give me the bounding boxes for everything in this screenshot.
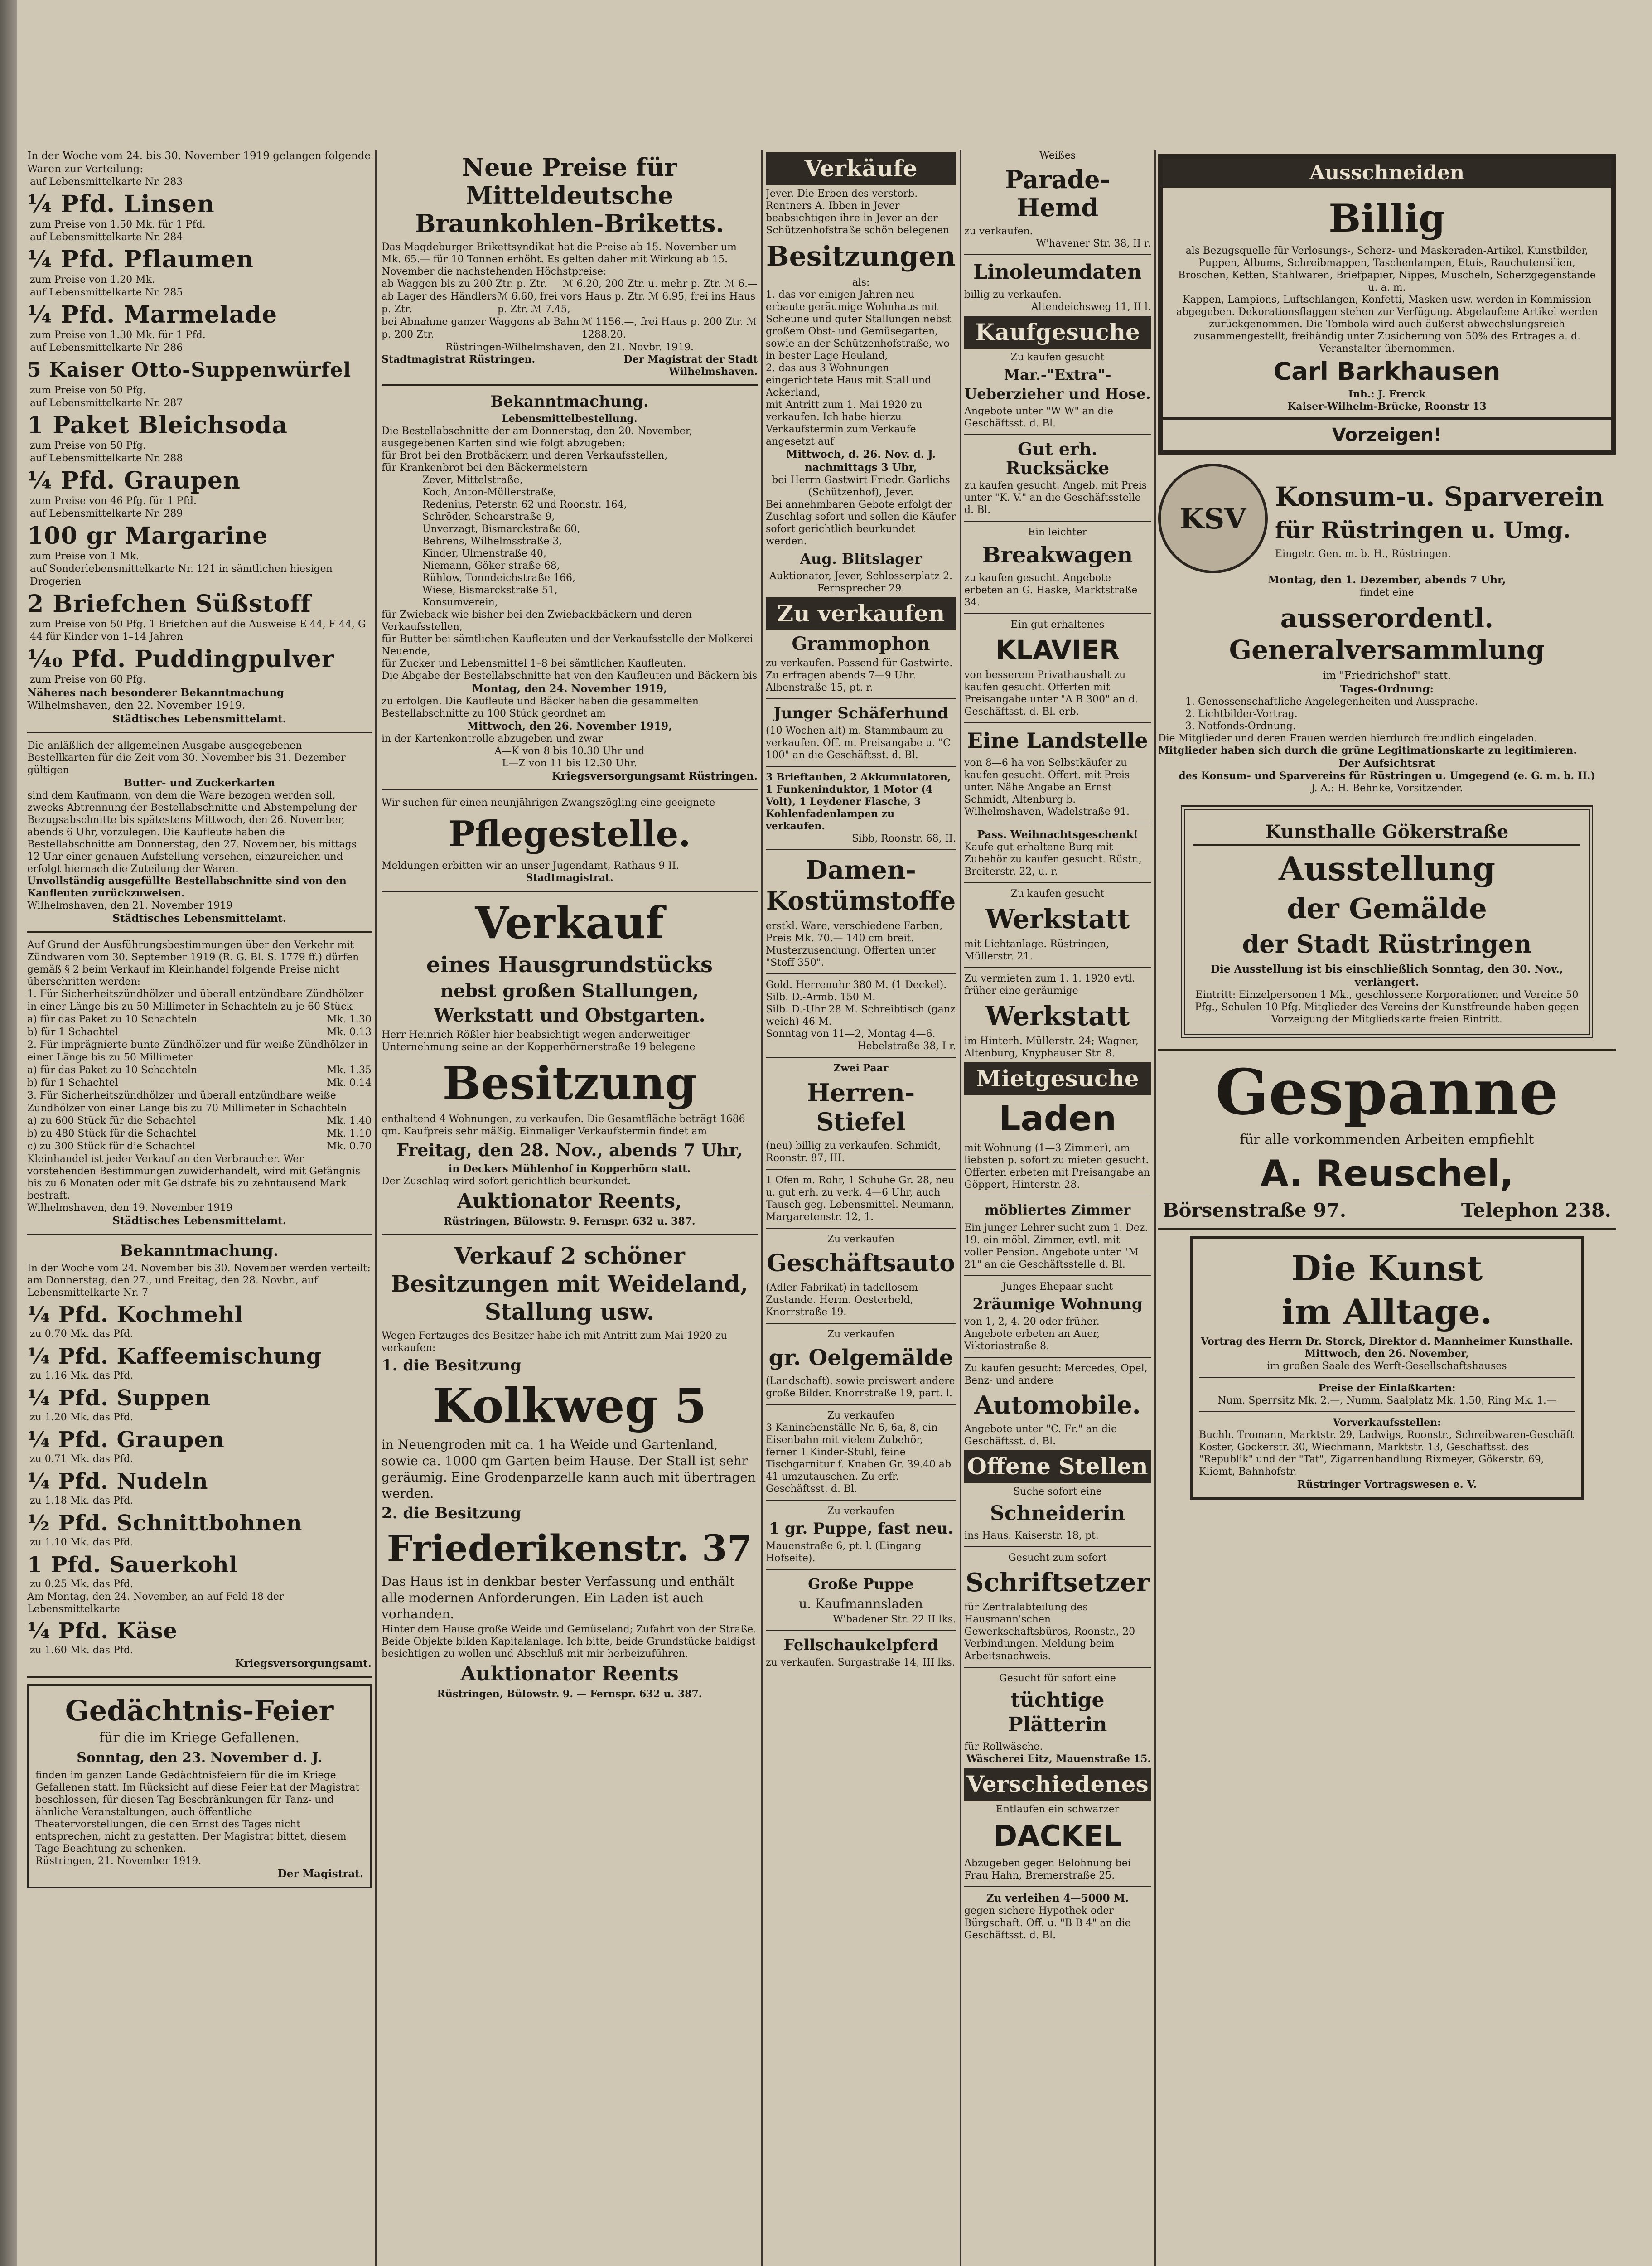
- subheading: Butter- und Zuckerkarten: [123, 777, 275, 789]
- paragraph: Jever. Die Erben des verstorb. Rentners A. Ibben in Jever beabsichtigen ihre in Jever an der Schützenhofstraße schön belegenen: [766, 188, 950, 236]
- price-row: ab Lager des Händlers p. Ztr. ℳ 6.60, frei vors Haus p. Ztr. ℳ 6.95, frei ins Haus p. Ztr. ℳ 7.45,: [382, 291, 756, 315]
- signature: Städtisches Lebensmittelamt.: [112, 912, 286, 925]
- ad-title: Herren-Stiefel: [807, 1078, 915, 1136]
- ad-title: Mar.-"Extra"-Ueberzieher und Hose.: [964, 366, 1151, 402]
- property-address: Friederikenstr. 37: [386, 1527, 753, 1569]
- ad-title: Damen-Kostümstoffe: [766, 855, 956, 916]
- coop-header: KSV Konsum-u. Sparverein für Rüstringen u. Umg. Eingetr. Gen. m. b. H., Rüstringen.: [1158, 464, 1616, 573]
- divider: [964, 882, 1151, 883]
- ration-item: ½ Pfd. Schnittbohnen zu 1.10 Mk. das Pfd.: [27, 1511, 303, 1548]
- paragraph: Der Zuschlag wird sofort gerichtlich beurkundet.: [382, 1176, 631, 1187]
- paragraph: Hinter dem Hause große Weide und Gemüseland; Zufahrt von der Straße. Beide Objekte bilden Kapitalanlage. Ich bitte, beide Grundstücke baldigst besichtigen zu wollen und Abschluß mit mir herbeizuführen.: [382, 1624, 757, 1660]
- paragraph: zu erfolgen. Die Kaufleute und Bäcker haben die gesammelten Bestellabschnitte zu 100 Stück geordnet am: [382, 696, 699, 719]
- ad-text: 3 Kaninchenställe Nr. 6, 6a, 8, ein Eisenbahn mit vielem Zubehör, ferner 1 Kinder-Stuhl, feine Tischgarnitur f. Knaben Gr. 39.40 ab 41 umzutauschen. Zu erfr. Geschäftsst. d. Bl.: [766, 1422, 952, 1495]
- divider: [766, 1500, 956, 1501]
- column-rule: [960, 150, 961, 2266]
- ad-title: tüchtige Plätterin: [1008, 1689, 1107, 1736]
- coop-logo-icon: KSV: [1158, 464, 1268, 573]
- memorial-title: Gedächtnis-Feier: [65, 1694, 334, 1727]
- ad-title: Werkstatt: [985, 1001, 1130, 1031]
- coop-region: für Rüstringen u. Umg.: [1275, 516, 1571, 543]
- dateline: Rüstringen, 21. November 1919.: [35, 1855, 202, 1867]
- agenda-item: 3. Notfonds-Ordnung.: [1185, 721, 1296, 732]
- dateline: Wilhelmshaven, den 22. November 1919.: [27, 700, 246, 712]
- ad-title: DACKEL: [993, 1820, 1122, 1853]
- divider: [964, 722, 1151, 723]
- ad-text: (neu) billig zu verkaufen. Schmidt, Roonstr. 87, III.: [766, 1140, 941, 1164]
- paragraph: 1. das vor einigen Jahren neu erbaute geräumige Wohnhaus mit Scheune und guter Stallungen nebst großem Obst- und Gemüsegarten, sowie an der Schützenhofstraße, wo in bester Lage Heuland,: [766, 289, 952, 362]
- price-row: 2. Für imprägnierte bunte Zündhölzer und für weiße Zündhölzer in einer Länge bis zu 50 Millimeter: [27, 1039, 368, 1063]
- date-emphasis: Mittwoch, den 26. November 1919,: [467, 720, 672, 732]
- paragraph: Kleinhandel ist jeder Verkauf an den Verbraucher. Wer vorstehenden Bestimmungen zuwiderhandelt, wird mit Gefängnis bis zu 6 Monaten oder mit Geldstrafe bis zu zehntausend Mark bestraft.: [27, 1153, 361, 1201]
- ad-title: Linoleumdaten: [973, 261, 1142, 284]
- ad-address: W'badener Str. 22 II lks.: [833, 1614, 956, 1625]
- foster-home-title: Pflegestelle.: [448, 813, 691, 855]
- ad-text: gegen sichere Hypothek oder Bürgschaft. Off. u. "B B 4" an die Geschäftsst. d. Bl.: [964, 1905, 1131, 1941]
- column-5: Ausschneiden Billig als Bezugsquelle für Verlosungs-, Scherz- und Maskeraden-Artikel, Kunstbilder, Puppen, Albums, Schreibmappen, Taschenlampen, Etuis, Rauchutensilien, Broschen, Ketten, Stahlwaren, Briefpapier, Nippes, Muscheln, Scherzgegenstände u. a. m. Kappen, Lampions, Luftschlangen, Konfetti, Masken usw. werden in Kommission abgegeben. Dekorationsflaggen stehen zur Verfügung. Abgelaufene Artikel werden zurückgenommen. Die Tombola wird auch äußerst abwechslungsreich zusammengestellt, freihändig unter Zusicherung von 50% des Ertrages a. d. Veranstalter übernommen. Carl Barkhausen Inh.: J. Frerck Kaiser-Wilhelm-Brücke, Roonstr 13 Vorzeigen! KSV Konsum-u. Sparverein für Rüstringen u. Umg. Eingetr. Gen. m. b. H., Rüstringen. Montag, den 1. Dezember, abends 7 Uhr, findet eine ausserordentl. Generalversammlung im "Friedrichshof" statt. Tages-Ordnung: 1. Genossenschaftliche Angelegenheiten und Aussprache. 2. Lichtbilder-Vortrag. 3. Notfonds-Ordnung. Die Mitglieder und deren Frauen werden hierdurch freundlich eingeladen. Mitglieder haben sich durch die grüne Legitimationskarte zu legitimieren. Der Aufsichtsrat des Konsum- und Sparvereins für Rüstringen u. Umgegend (e. G. m. b. H.) J. A.: H. Behnke, Vorsitzender. Kunsthalle Gökerstraße Ausstellung der Gemälde der Stadt Rüstringen Die Ausstellung ist bis einschließlich Sonntag, den 30. Nov., verlängert. Eintritt: Einzelpersonen 1 Mk., geschlossene Korporationen und Vereine 50 Pfg., Schulen 10 Pfg. Mitglieder des Vereins der Kunstfreunde haben gegen Vorzeigung der Mitgliedskarte freien Eintritt. Gespanne für alle vorkommenden Arbeiten empfiehlt A. Reuschel, Börsenstraße 97. Telephon 238. Die Kunst im Alltage. Vortrag des Herrn Dr. Storck, Direktor d. Mannheimer Kunsthalle. Mittwoch, den 26. November, im großen Saale des Werft-Gesellschaftshauses Preise der Einlaßkarten: Num. Sperrsitz Mk. 2.—, Numm. Saalplatz Mk. 1.50, Ring Mk. 1.— Vorverkaufsstellen: Buchh. Tromann, Marktstr. 29, Ladwigs, Roonstr., Schreibwaren-Geschäft Köster, Göckerstr. 30, Wiechmann, Marktstr. 13, Geschäftsst. des "Republik" und der "Tat", Zigarrenhandlung Rixmeyer, Gökerstr. 69, Kliemt, Bahnhofstr. Rüstringer Vortragswesen e. V.: [1158, 150, 1616, 1505]
- ad-text: Vortrag des Herrn Dr. Storck, Direktor d. Mannheimer Kunsthalle.: [1201, 1336, 1573, 1347]
- divider: [1158, 1049, 1616, 1051]
- time-row: L—Z von 11 bis 12.30 Uhr.: [502, 758, 637, 769]
- auction-date: Mittwoch, d. 26. Nov. d. J. nachmittags 3 Uhr,: [786, 448, 936, 474]
- ad-text: ins Haus. Kaiserstr. 18, pt.: [964, 1530, 1099, 1541]
- ration-item: ¼₀ Pfd. Puddingpulver zum Preise von 60 Pfg.: [27, 645, 335, 685]
- auction-date: Freitag, den 28. Nov., abends 7 Uhr,: [396, 1140, 743, 1160]
- baker-list: für Brot bei den Brotbäckern und deren Verkaufsstellen, für Krankenbrot bei den Bäckermeistern Zever, Mittelstraße, Koch, Anton-Müllerstraße, Redenius, Peterstr. 62 und Roonstr. 164, Schröder, Schoarstraße 9, Unverzagt, Bismarckstraße 60, Behrens, Wilhelmsstraße 3, Kinder, Ulmenstraße 40, Niemann, Göker straße 68, Rühlow, Tonndeichstraße 166, Wiese, Bismarckstraße 51, Konsumverein, für Zwieback wie bisher bei den Zwiebackbäckern und deren Verkaufsstellen, für Butter bei sämtlichen Kaufleuten und der Verkaufsstelle der Molkerei Neuende, für Zucker und Lebensmittel 1–8 bei sämtlichen Kaufleuten.: [382, 450, 754, 669]
- ad-text: im Hinterh. Müllerstr. 24; Wagner, Altenburg, Knyphauser Str. 8.: [964, 1036, 1139, 1059]
- column-3: Verkäufe Jever. Die Erben des verstorb. Rentners A. Ibben in Jever beabsichtigen ihre in Jever an der Schützenhofstraße schön belegenen Besitzungen als: 1. das vor einigen Jahren neu erbaute geräumige Wohnhaus mit Scheune und guter Stallungen nebst großem Obst- und Gemüsegarten, sowie an der Schützenhofstraße, wo in bester Lage Heuland, 2. das aus 3 Wohnungen eingerichtete Haus mit Stall und Ackerland, mit Antritt zum 1. Mai 1920 zu verkaufen. Ich habe hierzu Verkaufstermin zum Verkaufe angesetzt auf Mittwoch, d. 26. Nov. d. J. nachmittags 3 Uhr, bei Herrn Gastwirt Friedr. Garlichs (Schützenhof), Jever. Bei annehmbaren Gebote erfolgt der Zuschlag sofort und sollen die Käufer sofort gerichtlich beurkundet werden. Aug. Blitslager Auktionator, Jever, Schlosserplatz 2. Fernsprecher 29. Zu verkaufen Grammophon zu verkaufen. Passend für Gastwirte. Zu erfragen abends 7—9 Uhr. Albenstraße 15, pt. r. Junger Schäferhund (10 Wochen alt) m. Stammbaum zu verkaufen. Off. m. Preisangabe u. "C 100" an die Geschäftsst. d. Bl. 3 Brieftauben, 2 Akkumulatoren, 1 Funkeninduktor, 1 Motor (4 Volt), 1 Leydener Flasche, 3 Kohlenfadenlampen zu verkaufen. Sibb, Roonstr. 68, II. Damen-Kostümstoffe erstkl. Ware, verschiedene Farben, Preis Mk. 70.— 140 cm breit. Musterzusendung. Offerten unter "Stoff 350". Gold. Herrenuhr 380 M. (1 Deckel). Silb. D.-Armb. 150 M. Silb. D.-Uhr 28 M. Schreibtisch (ganz weich) 46 M. Sonntag von 11—2, Montag 4—6. Hebelstraße 38, I r. Zwei Paar Herren-Stiefel (neu) billig zu verkaufen. Schmidt, Roonstr. 87, III. 1 Ofen m. Rohr, 1 Schuhe Gr. 28, neu u. gut erh. zu verk. 4—6 Uhr, auch Tausch geg. Lebensmittel. Neumann, Margaretenstr. 12, 1. Zu verkaufen Geschäftsauto (Adler-Fabrikat) in tadellosem Zustande. Herm. Oesterheld, Knorrstraße 19. Zu verkaufen gr. Oelgemälde (Landschaft), sowie preiswert andere große Bilder. Knorrstraße 19, part. l. Zu verkaufen 3 Kaninchenställe Nr. 6, 6a, 8, ein Eisenbahn mit vielem Zubehör, ferner 1 Kinder-Stuhl, feine Tischgarnitur f. Knaben Gr. 39.40 ab 41 umzutauschen. Zu erfr. Geschäftsst. d. Bl. Zu verkaufen 1 gr. Puppe, fast neu. Mauenstraße 6, pt. l. (Eingang Hofseite). Große Puppe u. Kaufmannsladen W'badener Str. 22 II lks. Fellschaukelpferd zu verkaufen. Surgastraße 14, III lks.: [766, 150, 956, 1669]
- ad-text: Kaufe gut erhaltene Burg mit Zubehör zu kaufen gesucht. Rüstr., Breiterstr. 22, u. r.: [964, 842, 1142, 877]
- paragraph: Am Montag, den 24. November, an auf Feld 18 der Lebensmittelkarte: [27, 1591, 284, 1615]
- ad-text: (Landschaft), sowie preiswert andere große Bilder. Knorrstraße 19, part. l.: [766, 1375, 955, 1399]
- divider: [766, 1404, 956, 1405]
- ad-text: 3 Brieftauben, 2 Akkumulatoren, 1 Funkeninduktor, 1 Motor (4 Volt), 1 Leydener Flasche, 3 Kohlenfadenlampen zu verkaufen.: [766, 771, 951, 832]
- meeting-date: Montag, den 1. Dezember, abends 7 Uhr,: [1268, 574, 1506, 586]
- ad-address: Altendeichsweg 11, II l.: [1031, 301, 1151, 313]
- paragraph: Herr Heinrich Rößler hier beabsichtigt wegen anderweitiger Unternehmung seine an der Kopperhörnerstraße 19 belegene: [382, 1029, 696, 1053]
- ad-text: Ein junger Lehrer sucht zum 1. Dez. 19. ein möbl. Zimmer, evtl. mit voller Pension. Angebote unter "M 21" an die Geschäftsstelle d. Bl.: [964, 1222, 1148, 1270]
- divider: [27, 1676, 372, 1678]
- ad-text: Eintritt: Einzelpersonen 1 Mk., geschlossene Korporationen und Vereine 50 Pfg., Schulen 10 Pfg. Mitglieder des Vereins der Kunstfreunde haben gegen Vorzeigung der Mitgliedskarte freien Eintritt.: [1195, 989, 1579, 1025]
- auctioneer-name: Auktionator Reents: [460, 1662, 679, 1685]
- ad-title: 1 gr. Puppe, fast neu.: [768, 1520, 953, 1538]
- ad-title: Junger Schäferhund: [773, 704, 948, 722]
- ad-address: Wäscherei Eitz, Mauenstraße 15.: [966, 1753, 1151, 1765]
- divider: [382, 1234, 758, 1235]
- price-row: a) zu 600 Stück für die Schachtel Mk. 1.40: [27, 1115, 372, 1127]
- property-number: 1. die Besitzung: [382, 1356, 522, 1375]
- paragraph: In der Woche vom 24. November bis 30. November werden verteilt: am Donnerstag, den 27., und Freitag, den 28. Novbr., auf Lebensmittelkarte Nr. 7: [27, 1263, 371, 1298]
- notice-line: Näheres nach besonderer Bekanntmachung: [27, 687, 285, 699]
- divider: [766, 1569, 956, 1570]
- ad-title: Eine Landstelle: [967, 728, 1148, 753]
- ad-title: gr. Oelgemälde: [768, 1345, 953, 1370]
- shop-name: Carl Barkhausen: [1273, 357, 1501, 386]
- paragraph: Die anläßlich der allgemeinen Ausgabe ausgegebenen Bestellkarten für die Zeit vom 30. November bis 31. Dezember gültigen: [27, 740, 346, 776]
- divider: [766, 1630, 956, 1631]
- divider: [766, 1057, 956, 1058]
- ad-text: (10 Wochen alt) m. Stammbaum zu verkaufen. Off. m. Preisangabe u. "C 100" an die Geschäftsst. d. Bl.: [766, 725, 951, 761]
- column-rule: [761, 150, 763, 2266]
- cheap-title: Billig: [1328, 196, 1445, 241]
- ad-text: für Zentralabteilung des Hausmann'schen Gewerkschaftsbüros, Roonstr., 20 Verbindungen. Meldung beim Arbeitsnachweis.: [964, 1602, 1135, 1662]
- auctioneer-address: Rüstringen, Bülowstr. 9. — Fernspr. 632 u. 387.: [437, 1688, 702, 1700]
- price-row: b) für 1 Schachtel Mk. 0.14: [27, 1077, 372, 1089]
- lecture-date: Mittwoch, den 26. November,: [1304, 1348, 1469, 1360]
- paragraph: Die Bestellabschnitte der am Donnerstag, den 20. November, ausgegebenen Karten sind wie folgt abzugeben:: [382, 426, 692, 449]
- property-address: Kolkweg 5: [432, 1378, 707, 1433]
- exhibition-title: Ausstellung: [1278, 849, 1496, 888]
- ad-text: Angebote unter "W W" an die Geschäftsst. d. Bl.: [964, 406, 1113, 429]
- ration-item: ¼ Pfd. Kochmehl zu 0.70 Mk. das Pfd.: [27, 1302, 243, 1340]
- price-row: 3. Für Sicherheitszündhölzer und überall entzündbare weiße Zündhölzer von einer Länge bis zu 70 Millimeter in Schachteln: [27, 1090, 347, 1114]
- paragraph: Meldungen erbitten wir an unser Jugendamt, Rathaus 9 II.: [382, 860, 679, 872]
- section-banner-for-sale: Zu verkaufen: [766, 597, 956, 630]
- lecture-box: Die Kunst im Alltage. Vortrag des Herrn Dr. Storck, Direktor d. Mannheimer Kunsthalle. Mittwoch, den 26. November, im großen Saale des Werft-Gesellschaftshauses Preise der Einlaßkarten: Num. Sperrsitz Mk. 2.—, Numm. Saalplatz Mk. 1.50, Ring Mk. 1.— Vorverkaufsstellen: Buchh. Tromann, Marktstr. 29, Ladwigs, Roonstr., Schreibwaren-Geschäft Köster, Göckerstr. 30, Wiechmann, Marktstr. 13, Geschäftsst. des "Republik" und der "Tat", Zigarrenhandlung Rixmeyer, Gökerstr. 69, Kliemt, Bahnhofstr. Rüstringer Vortragswesen e. V.: [1190, 1236, 1584, 1500]
- coupon-box: Ausschneiden Billig als Bezugsquelle für Verlosungs-, Scherz- und Maskeraden-Artikel, Kunstbilder, Puppen, Albums, Schreibmappen, Taschenlampen, Etuis, Rauchutensilien, Broschen, Ketten, Stahlwaren, Briefpapier, Nippes, Muscheln, Scherzgegenstände u. a. m. Kappen, Lampions, Luftschlangen, Konfetti, Masken usw. werden in Kommission abgegeben. Dekorationsflaggen stehen zur Verfügung. Abgelaufene Artikel werden zurückgenommen. Die Tombola wird auch äußerst abwechslungsreich zusammengestellt, freihändig unter Zusicherung von 50% des Ertrages a. d. Veranstalter übernommen. Carl Barkhausen Inh.: J. Frerck Kaiser-Wilhelm-Brücke, Roonstr 13 Vorzeigen!: [1158, 154, 1616, 455]
- ration-item: auf Sonderlebensmittelkarte Nr. 121 in sämtlichen hiesigen Drogerien 2 Briefchen Süßstoff zum Preise von 50 Pfg. 1 Briefchen auf die Ausweise E 44, F 44, G 44 für Kinder von 1–14 Jahren: [27, 563, 366, 643]
- ad-text: zu kaufen gesucht. Angeb. mit Preis unter "K. V." an die Geschäftsstelle d. Bl.: [964, 480, 1147, 516]
- briquette-price-list: [382, 278, 758, 341]
- divider: [27, 732, 372, 733]
- signature: Kriegsversorgungsamt.: [235, 1657, 372, 1670]
- exhibition-box: Kunsthalle Gökerstraße Ausstellung der Gemälde der Stadt Rüstringen Die Ausstellung ist bis einschließlich Sonntag, den 30. Nov., verlängert. Eintritt: Einzelpersonen 1 Mk., geschlossene Korporationen und Vereine 50 Pfg., Schulen 10 Pfg. Mitglieder des Vereins der Kunstfreunde haben gegen Vorzeigung der Mitgliedskarte freien Eintritt.: [1181, 805, 1593, 1038]
- paragraph: mit Antritt zum 1. Mai 1920 zu verkaufen. Ich habe hierzu Verkaufstermin zum Verkaufe angesetzt auf: [766, 399, 922, 447]
- paragraph: Auf Grund der Ausführungsbestimmungen über den Verkehr mit Zündwaren vom 30. September 1919 (R. G. Bl. S. 1779 ff.) dürfen gemäß § 2 beim Verkauf im Kleinhandel folgende Preise nicht überschritten werden:: [27, 939, 359, 988]
- paragraph: Wir suchen für einen neunjährigen Zwangszögling eine geeignete: [382, 797, 715, 809]
- divider: [964, 613, 1151, 614]
- divider: [964, 1546, 1151, 1547]
- sale-subtitle: nebst großen Stallungen,: [440, 980, 699, 1002]
- agenda-item: 2. Lichtbilder-Vortrag.: [1185, 708, 1298, 720]
- ration-item: auf Lebensmittelkarte Nr. 284 ¼ Pfd. Pflaumen zum Preise von 1.20 Mk.: [27, 232, 254, 286]
- divider: [766, 1323, 956, 1324]
- column-rule: [1154, 150, 1156, 2266]
- distribution-intro: In der Woche vom 24. bis 30. November 1919 gelangen folgende Waren zur Verteilung:: [27, 150, 371, 175]
- teams-title: Gespanne: [1215, 1055, 1559, 1129]
- ad-title: Schneiderin: [990, 1502, 1125, 1525]
- price-row: c) zu 300 Stück für die Schachtel Mk. 0.70: [27, 1141, 372, 1152]
- exhibition-venue: Kunsthalle Gökerstraße: [1193, 820, 1580, 846]
- dateline: Wilhelmshaven, den 19. November 1919: [27, 1202, 233, 1214]
- divider: [964, 254, 1151, 255]
- ad-text: Angebote unter "C. Fr." an die Geschäftsst. d. Bl.: [964, 1424, 1117, 1447]
- paragraph: sind dem Kaufmann, von dem die Ware bezogen werden soll, zwecks Abtrennung der Bestellabschnitte und Abstempelung der Bezugsabschnitte bis spätestens Mittwoch, den 26. November, abends 6 Uhr, vorzulegen. Die Kaufleute haben die Bestellabschnitte am Donnerstag, den 27. November, bis mittags 12 Uhr einer genauen Aufstellung versehen, einzureichen und erfolgt hiernach die Zuteilung der Waren.: [27, 790, 357, 875]
- divider: [766, 849, 956, 850]
- ration-item: auf Lebensmittelkarte Nr. 288 ¼ Pfd. Graupen zum Preise von 46 Pfg. für 1 Pfd.: [27, 453, 241, 507]
- price-row: bei Abnahme ganzer Waggons ab Bahn p. 200 Ztr. ℳ 1156.—, frei Haus p. 200 Ztr. ℳ 1288.20.: [382, 316, 757, 340]
- ad-title: Fellschaukelpferd: [783, 1636, 938, 1654]
- ad-text: mit Wohnung (1—3 Zimmer), am liebsten p. sofort zu mieten gesucht. Offerten erbeten mit Preisangabe an Göppert, Hinterstr. 28.: [964, 1143, 1150, 1191]
- divider: [382, 384, 758, 386]
- divider: [1158, 1228, 1616, 1230]
- ad-title: Grammophon: [792, 633, 930, 654]
- announcement-title: Bekanntmachung.: [490, 392, 649, 411]
- ration-item: auf Lebensmittelkarte Nr. 285 ¼ Pfd. Marmelade zum Preise von 1.30 Mk. für 1 Pfd.: [27, 287, 278, 341]
- divider: [964, 967, 1151, 968]
- divider: [766, 766, 956, 767]
- ad-address: Hebelstraße 38, I r.: [857, 1041, 956, 1052]
- ration-item: ¼ Pfd. Käse zu 1.60 Mk. das Pfd.: [27, 1618, 178, 1656]
- ration-item: auf Lebensmittelkarte Nr. 286 5 Kaiser Otto-Suppenwürfel zum Preise von 50 Pfg.: [27, 342, 352, 396]
- coop-name: Konsum-u. Sparverein: [1275, 481, 1604, 512]
- ad-title: Automobile.: [974, 1390, 1141, 1419]
- property-number: 2. die Besitzung: [382, 1504, 522, 1522]
- ad-text: 1 Ofen m. Rohr, 1 Schuhe Gr. 28, neu u. gut erh. zu verk. 4—6 Uhr, auch Tausch geg. Lebensmittel. Neumann, Margaretenstr. 12, 1.: [766, 1175, 955, 1223]
- ad-text: (Adler-Fabrikat) in tadellosem Zustande. Herm. Oesterheld, Knorrstraße 19.: [766, 1282, 918, 1318]
- ad-text: Abzugeben gegen Belohnung bei Frau Hahn, Bremerstraße 25.: [964, 1858, 1131, 1881]
- signature: Städtisches Lebensmittelamt.: [112, 1215, 286, 1227]
- ad-address: Sibb, Roonstr. 68, II.: [851, 833, 956, 844]
- properties-title: Besitzungen: [766, 241, 956, 272]
- column-2: [382, 150, 758, 1700]
- divider: [964, 521, 1151, 522]
- divider: [382, 891, 758, 892]
- company-name: A. Reuschel,: [1260, 1152, 1514, 1195]
- ad-text: Mitglieder haben sich durch die grüne Legitimationskarte zu legitimieren.: [1158, 745, 1577, 756]
- price-row: ab Waggon bis zu 200 Ztr. p. Ztr. ℳ 6.20, 200 Ztr. u. mehr p. Ztr. ℳ 6.—: [382, 278, 758, 290]
- sale-subtitle: eines Hausgrundstücks: [426, 952, 713, 978]
- ad-title: KLAVIER: [995, 634, 1120, 665]
- section-banner-misc: Verschiedenes: [964, 1768, 1151, 1801]
- ration-item: auf Lebensmittelkarte Nr. 283 ¼ Pfd. Linsen zum Preise von 1.50 Mk. für 1 Pfd.: [27, 176, 215, 230]
- memorial-box: [27, 1684, 372, 1888]
- divider: [382, 789, 758, 790]
- two-properties-title: Verkauf 2 schöner Besitzungen mit Weideland, Stallung usw.: [391, 1242, 749, 1325]
- auction-place: in Deckers Mühlenhof in Kopperhörn statt.: [448, 1163, 691, 1175]
- section-banner-jobs: Offene Stellen: [964, 1450, 1151, 1483]
- ration-item: auf Lebensmittelkarte Nr. 287 1 Paket Bleichsoda zum Preise von 50 Pfg.: [27, 397, 288, 451]
- ticket-prices: Num. Sperrsitz Mk. 2.—, Numm. Saalplatz Mk. 1.50, Ring Mk. 1.—: [1217, 1395, 1556, 1406]
- ad-title: Geschäftsauto: [767, 1249, 955, 1277]
- auctioneer-name: Aug. Blitslager: [800, 550, 922, 567]
- column-4: Weißes Parade-Hemd zu verkaufen. W'havener Str. 38, II r. Linoleumdaten billig zu verkaufen. Altendeichsweg 11, II l. Kaufgesuche Zu kaufen gesucht Mar.-"Extra"-Ueberzieher und Hose. Angebote unter "W W" an die Geschäftsst. d. Bl. Gut erh. Rucksäcke zu kaufen gesucht. Angeb. mit Preis unter "K. V." an die Geschäftsstelle d. Bl. Ein leichter Breakwagen zu kaufen gesucht. Angebote erbeten an G. Haske, Marktstraße 34. Ein gut erhaltenes KLAVIER von besserem Privathaushalt zu kaufen gesucht. Offerten mit Preisangabe unter "A B 300" an d. Geschäftsst. d. Bl. erb. Eine Landstelle von 8—6 ha von Selbstkäufer zu kaufen gesucht. Offert. mit Preis unter. Nähe Angabe an Ernst Schmidt, Altenburg b. Wilhelmshaven, Wadelstraße 91. Pass. Weihnachtsgeschenk! Kaufe gut erhaltene Burg mit Zubehör zu kaufen gesucht. Rüstr., Breiterstr. 22, u. r. Zu kaufen gesucht Werkstatt mit Lichtanlage. Rüstringen, Müllerstr. 21. Zu vermieten zum 1. 1. 1920 evtl. früher eine geräumige Werkstatt im Hinterh. Müllerstr. 24; Wagner, Altenburg, Knyphauser Str. 8. Mietgesuche Laden mit Wohnung (1—3 Zimmer), am liebsten p. sofort zu mieten gesucht. Offerten erbeten mit Preisangabe an Göppert, Hinterstr. 28. möbliertes Zimmer Ein junger Lehrer sucht zum 1. Dez. 19. ein möbl. Zimmer, evtl. mit voller Pension. Angebote unter "M 21" an die Geschäftsstelle d. Bl. Junges Ehepaar sucht 2räumige Wohnung von 1, 2, 4. 20 oder früher. Angebote erbeten an Auer, Viktoriastraße 8. Zu kaufen gesucht: Mercedes, Opel, Benz- und andere Automobile. Angebote unter "C. Fr." an die Geschäftsst. d. Bl. Offene Stellen Suche sofort eine Schneiderin ins Haus. Kaiserstr. 18, pt. Gesucht zum sofort Schriftsetzer für Zentralabteilung des Hausmann'schen Gewerkschaftsbüros, Roonstr., 20 Verbindungen. Meldung beim Arbeitsnachweis. Gesucht für sofort eine tüchtige Plätterin für Rollwäsche. Wäscherei Eitz, Mauenstraße 15. Verschiedenes Entlaufen ein schwarzer DACKEL Abzugeben gegen Belohnung bei Frau Hahn, Bremerstraße 25. Zu verleihen 4—5000 M. gegen sichere Hypothek oder Bürgschaft. Off. u. "B B 4" an die Geschäftsst. d. Bl.: [964, 150, 1151, 1941]
- paragraph: in der Kartenkontrolle abzugeben und zwar: [382, 733, 603, 745]
- announcement-title: Bekanntmachung.: [120, 1242, 279, 1260]
- ad-text: mit Lichtanlage. Rüstringen, Müllerstr. 21.: [964, 939, 1110, 962]
- signature: Kriegsversorgungsamt Rüstringen.: [552, 770, 758, 782]
- ad-title: möbliertes Zimmer: [984, 1202, 1131, 1218]
- column-1: [27, 150, 372, 1893]
- price-row: b) für 1 Schachtel Mk. 0.13: [27, 1026, 372, 1038]
- section-banner-sales: Verkäufe: [766, 152, 956, 185]
- presale-locations: Buchh. Tromann, Marktstr. 29, Ladwigs, Roonstr., Schreibwaren-Geschäft Köster, Göckerstr. 30, Wiechmann, Marktstr. 13, Geschäftsst. des "Republik" und der "Tat", Zigarrenhandlung Rixmeyer, Gökerstr. 69, Kliemt, Bahnhofstr.: [1199, 1429, 1574, 1477]
- ad-text: von 1, 2, 4. 20 oder früher. Angebote erbeten an Auer, Viktoriastraße 8.: [964, 1316, 1100, 1352]
- divider: [766, 973, 956, 974]
- ad-title: Werkstatt: [985, 904, 1130, 934]
- divider: [27, 1234, 372, 1235]
- dateline: Rüstringen-Wilhelmshaven, den 21. Novbr. 1919.: [445, 342, 694, 353]
- time-row: A—K von 8 bis 10.30 Uhr und: [494, 746, 645, 757]
- binding-edge: [0, 0, 17, 2266]
- sale-title: Verkauf: [475, 897, 664, 949]
- price-row: a) für das Paket zu 10 Schachteln Mk. 1.30: [27, 1014, 372, 1025]
- auctioneer-address: Auktionator, Jever, Schlosserplatz 2. Fernsprecher 29.: [769, 571, 952, 594]
- divider: [766, 1169, 956, 1170]
- ad-title: Zu verleihen 4—5000 M.: [986, 1892, 1129, 1904]
- ad-text: Mauenstraße 6, pt. l. (Eingang Hofseite).: [766, 1540, 921, 1564]
- lecture-title: Die Kunst: [1291, 1248, 1483, 1288]
- match-price-table: [27, 988, 372, 1153]
- ad-title: Breakwagen: [982, 542, 1133, 568]
- ad-text: als Bezugsquelle für Verlosungs-, Scherz- und Maskeraden-Artikel, Kunstbilder, Puppen, Albums, Schreibmappen, Taschenlampen, Etuis, Rauchutensilien, Broschen, Ketten, Stahlwaren, Briefpapier, Nippes, Muscheln, Scherzgegenstände u. a. m.: [1178, 245, 1596, 293]
- ad-text: Kappen, Lampions, Luftschlangen, Konfetti, Masken usw. werden in Kommission abgegeben. Dekorationsflaggen stehen zur Verfügung. Abgelaufene Artikel werden zurückgenommen. Die Tombola wird auch äußerst abwechslungsreich zusammengestellt, freihändig unter Zusicherung von 50% des Ertrages a. d. Veranstalter übernommen.: [1176, 294, 1598, 354]
- divider: [27, 931, 372, 933]
- paragraph: Wegen Fortzuges des Besitzer habe ich mit Antritt zum Mai 1920 zu verkaufen:: [382, 1330, 727, 1354]
- ad-text: Die Mitglieder und deren Frauen werden hierdurch freundlich eingeladen.: [1158, 733, 1537, 744]
- ration-item: ¼ Pfd. Suppen zu 1.20 Mk. das Pfd.: [27, 1385, 211, 1423]
- auction-place: bei Herrn Gastwirt Friedr. Garlichs (Schützenhof), Jever.: [772, 475, 950, 498]
- ration-items: [27, 176, 372, 686]
- section-banner-rent-wanted: Mietgesuche: [964, 1062, 1151, 1095]
- company-contact: Börsenstraße 97. Telephon 238.: [1163, 1199, 1611, 1221]
- paragraph: Das Haus ist in denkbar bester Verfassung und enthält alle modernen Anforderungen. Ein Laden ist auch vorhanden.: [382, 1574, 735, 1622]
- divider: [964, 1275, 1151, 1276]
- section-banner-wanted: Kaufgesuche: [964, 316, 1151, 349]
- auctioneer-name: Auktionator Reents,: [457, 1190, 682, 1213]
- auctioneer-address: Rüstringen, Bülowstr. 9. Fernspr. 632 u. 387.: [444, 1215, 696, 1227]
- ad-text: von 8—6 ha von Selbstkäufer zu kaufen gesucht. Offert. mit Preis unter. Nähe Angabe an Ernst Schmidt, Altenburg b. Wilhelmshaven, Wadelstraße 91.: [964, 757, 1130, 818]
- ad-title: 2räumige Wohnung: [972, 1295, 1143, 1313]
- ad-text: erstkl. Ware, verschiedene Farben, Preis Mk. 70.— 140 cm breit. Musterzusendung. Offerten unter "Stoff 350".: [766, 920, 943, 968]
- ration-item: auf Lebensmittelkarte Nr. 289 100 gr Margarine zum Preise von 1 Mk.: [27, 508, 268, 562]
- ration-item: ¼ Pfd. Graupen zu 0.71 Mk. das Pfd.: [27, 1427, 225, 1465]
- meeting-title: ausserordentl. Generalversammlung: [1229, 603, 1545, 665]
- memorial-subtitle: für die im Kriege Gefallenen.: [99, 1730, 300, 1746]
- ad-title: Parade-Hemd: [1005, 165, 1111, 222]
- paragraph-bold: Unvollständig ausgefüllte Bestellabschnitte sind von den Kaufleuten zurückzuweisen.: [27, 875, 347, 899]
- ad-title: Pass. Weihnachtsgeschenk!: [977, 828, 1138, 841]
- paragraph: Die Abgabe der Bestellabschnitte hat von den Kaufleuten und Bäckern bis: [382, 670, 758, 682]
- property-title: Besitzung: [442, 1056, 697, 1110]
- ad-text: Die Ausstellung ist bis einschließlich Sonntag, den 30. Nov., verlängert.: [1211, 963, 1563, 988]
- divider: [964, 1886, 1151, 1887]
- divider: [964, 1357, 1151, 1358]
- paragraph: 2. das aus 3 Wohnungen eingerichtete Haus mit Stall und Ackerland,: [766, 363, 932, 398]
- ad-title: Laden: [999, 1098, 1116, 1138]
- divider: [766, 698, 956, 699]
- ad-title: Große Puppe: [808, 1575, 914, 1593]
- paragraph: enthaltend 4 Wohnungen, zu verkaufen. Die Gesamtfläche beträgt 1686 qm. Kaufpreis sehr mäßig. Einmaliger Verkaufstermin findet am: [382, 1114, 745, 1137]
- column-rule: [375, 150, 377, 2266]
- price-row: a) für das Paket zu 10 Schachteln Mk. 1.35: [27, 1065, 372, 1076]
- shop-address: Kaiser-Wilhelm-Brücke, Roonstr 13: [1287, 401, 1487, 412]
- signatures: Stadtmagistrat Rüstringen. Der Magistrat der Stadt Wilhelmshaven.: [382, 353, 758, 378]
- ad-text: zu kaufen gesucht. Angebote erbeten an G. Haske, Marktstraße 34.: [964, 572, 1138, 608]
- ration-items-2: [27, 1302, 372, 1657]
- sale-subtitle: Werkstatt und Obstgarten.: [434, 1005, 705, 1026]
- date-emphasis: Montag, den 24. November 1919,: [472, 683, 667, 695]
- paragraph: Das Magdeburger Brikettsyndikat hat die Preise ab 15. November um Mk. 65.— für 10 Tonnen erhöht. Es gelten daher mit Wirkung ab 15. November die nachstehenden Höchstpreise:: [382, 242, 737, 277]
- paragraph: in Neuengroden mit ca. 1 ha Weide und Gartenland, sowie ca. 1000 qm Garten beim Hause. Der Stall ist sehr geräumig. Eine Grodenparzelle kann auch mit übertragen werden.: [382, 1437, 756, 1501]
- ration-item: ¼ Pfd. Nudeln zu 1.18 Mk. das Pfd.: [27, 1469, 208, 1506]
- ration-item: ¼ Pfd. Kaffeemischung zu 1.16 Mk. das Pfd.: [27, 1344, 322, 1381]
- ad-address: W'havener Str. 38, II r.: [1036, 238, 1151, 249]
- ad-title: Gut erh. Rucksäcke: [1005, 439, 1110, 478]
- ad-text: von besserem Privathaushalt zu kaufen gesucht. Offerten mit Preisangabe unter "A B 300" an d. Geschäftsst. d. Bl. erb.: [964, 669, 1138, 717]
- signature: Städtisches Lebensmittelamt.: [112, 713, 286, 725]
- memorial-text: finden im ganzen Lande Gedächtnisfeiern für die im Kriege Gefallenen statt. Im Rücksicht auf diese Feier hat der Magistrat beschlossen, für diesen Tag Beschränkungen für Tanz- und ähnliche Veranstaltungen, auch öffentliche Theatervorstellungen, die den Ernst des Tages nicht entsprechen, nicht zu gestatten. Der Magistrat bittet, diesem Tage Beachtung zu schenken.: [35, 1770, 360, 1854]
- signature: Der Magistrat.: [277, 1868, 363, 1880]
- signature: Der Aufsichtsrat: [1338, 757, 1435, 770]
- agenda-item: 1. Genossenschaftliche Angelegenheiten und Aussprache.: [1185, 696, 1478, 707]
- divider: [964, 1667, 1151, 1668]
- price-row: 1. Für Sicherheitszündhölzer und überall entzündbare Zündhölzer in einer Länge bis zu 50 Millimeter in Schachteln zu je 60 Stück: [27, 988, 364, 1012]
- memorial-date: Sonntag, den 23. November d. J.: [77, 1750, 322, 1766]
- paragraph: Bei annehmbaren Gebote erfolgt der Zuschlag sofort und sollen die Käufer sofort gerichtlich beurkundet werden.: [766, 499, 956, 547]
- signature: Rüstringer Vortragswesen e. V.: [1297, 1478, 1477, 1491]
- signature: Stadtmagistrat.: [526, 872, 613, 884]
- briquette-title: Neue Preise für Mitteldeutsche Braunkohlen-Briketts.: [415, 153, 725, 238]
- divider: [964, 434, 1151, 435]
- show-this-label: Vorzeigen!: [1332, 425, 1442, 445]
- ad-text: zu verkaufen. Passend für Gastwirte. Zu erfragen abends 7—9 Uhr. Albenstraße 15, pt. r.: [766, 658, 953, 693]
- ad-text: zu verkaufen. Surgastraße 14, III lks.: [766, 1657, 955, 1668]
- price-row: b) zu 480 Stück für die Schachtel Mk. 1.10: [27, 1128, 372, 1139]
- subheading: Lebensmittelbestellung.: [502, 413, 638, 425]
- ration-item: 1 Pfd. Sauerkohl zu 0.25 Mk. das Pfd.: [27, 1552, 238, 1590]
- dateline: Wilhelmshaven, den 21. November 1919: [27, 900, 233, 911]
- cut-out-banner: Ausschneiden: [1163, 159, 1611, 188]
- ad-title: Schriftsetzer: [966, 1568, 1150, 1598]
- divider: [766, 1228, 956, 1229]
